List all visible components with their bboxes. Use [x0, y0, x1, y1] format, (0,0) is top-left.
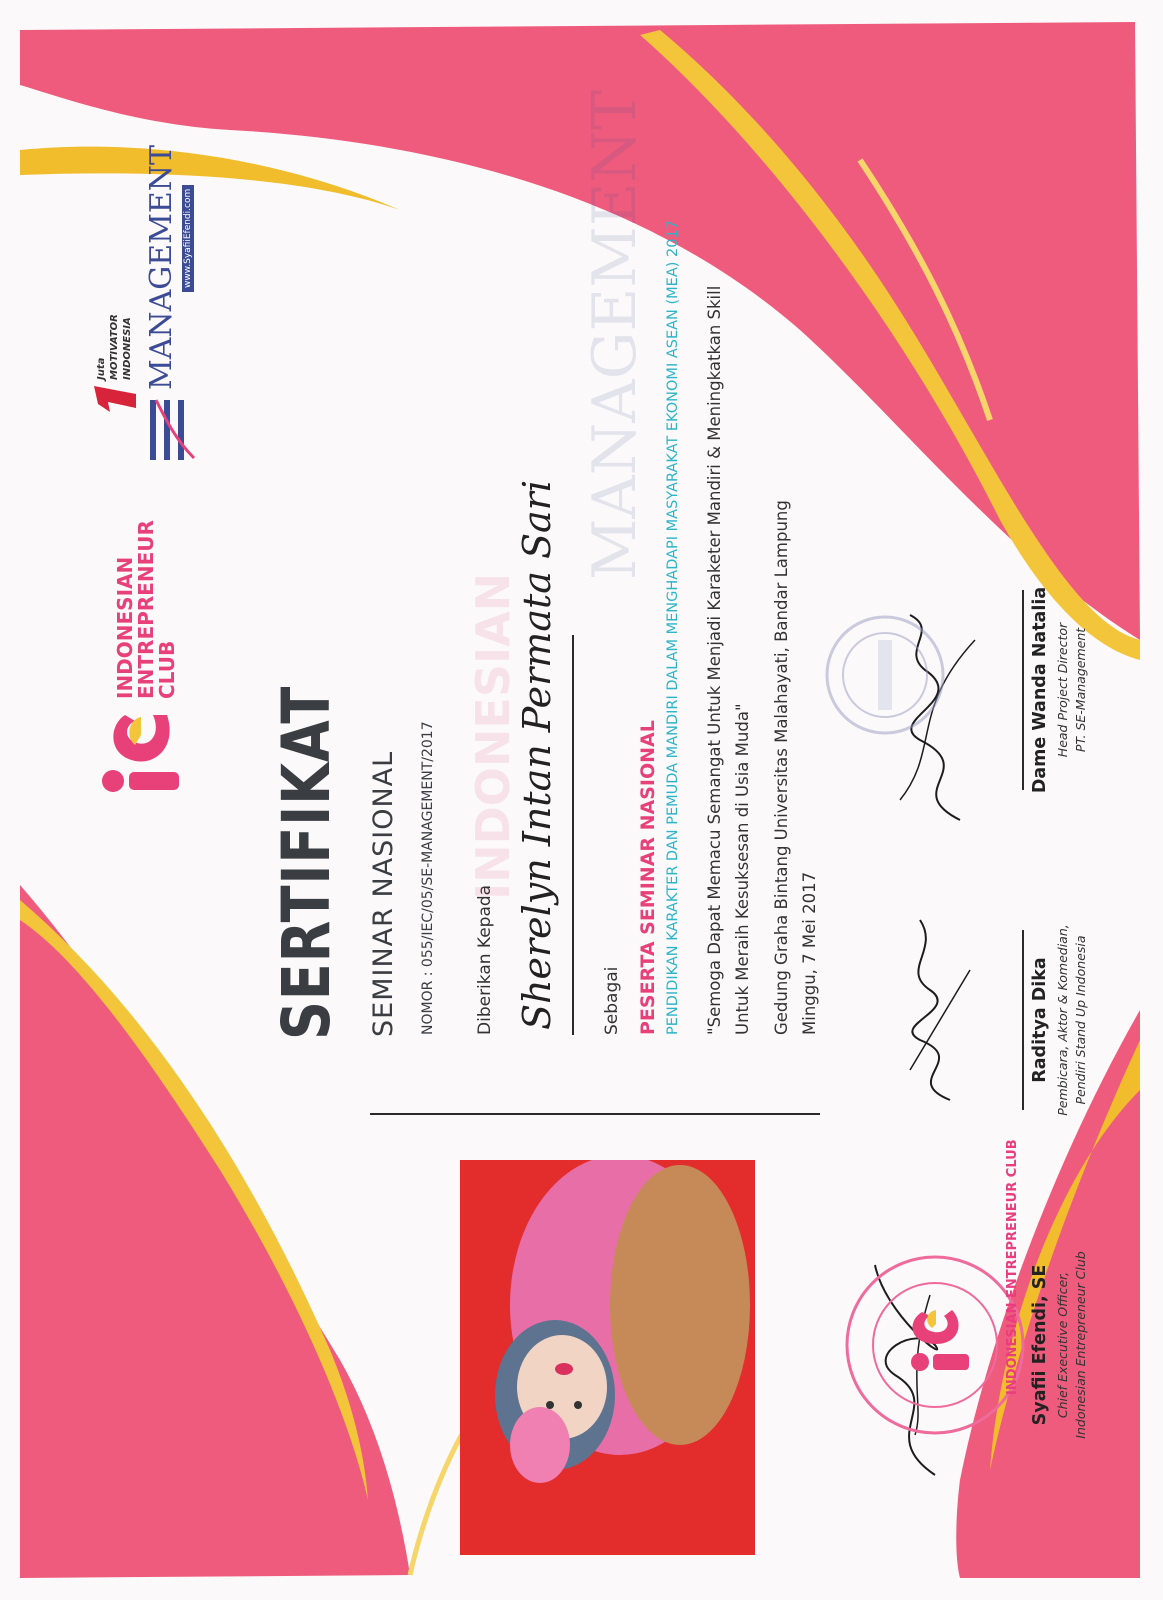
participant-role: PESERTA SEMINAR NASIONAL [637, 720, 659, 1035]
as-label: Sebagai [602, 966, 622, 1035]
motivator-word2: MOTIVATOR [109, 314, 120, 380]
quote-line-2: Untuk Meraih Kesuksesan di Usia Muda" [733, 703, 752, 1035]
content-divider [370, 1113, 820, 1115]
se-management-url: www.SyafiiEfendi.com [182, 185, 194, 292]
signatory-1-title1: Chief Executive Officer, [1055, 1271, 1070, 1419]
signatory-2-title2: Pendiri Stand Up Indonesia [1073, 935, 1088, 1105]
certificate-subtitle: SEMINAR NASIONAL [368, 750, 399, 1037]
watermark: MANAGEMENT INDONESIAN [466, 89, 650, 900]
iec-logo-line3: CLUB [155, 640, 179, 699]
quote-line-1: "Semoga Dapat Memacu Semangat Untuk Menjadi Karaketer Mandiri & Meningkatkan Skill [705, 285, 724, 1035]
certificate-number: NOMOR : 055/IEC/05/SE-MANAGEMENT/2017 [420, 721, 436, 1035]
signatory-1-title2: Indonesian Entrepreneur Club [1073, 1251, 1088, 1439]
signatory-1-name: Syafii Efendi, SE [1030, 1264, 1050, 1426]
recipient-name: Sherelyn Intan Permata Sari [515, 480, 559, 1030]
signatory-3-name: Dame Wanda Natalia [1030, 586, 1050, 794]
se-management-logo [140, 130, 200, 460]
name-underline [572, 635, 574, 1035]
portrait-image [460, 1160, 755, 1555]
iec-logo [95, 520, 185, 795]
venue: Gedung Graha Bintang Universitas Malahayati, Bandar Lampung [772, 500, 791, 1035]
signatory-2-line [1022, 930, 1024, 1110]
given-to-label: Diberikan Kepada [475, 884, 495, 1035]
motivator-word3: INDONESIA [122, 317, 133, 380]
se-management-name: MANAGEMENT [144, 144, 179, 390]
recipient-photo [460, 1160, 755, 1555]
signatory-3-line [1022, 590, 1024, 790]
signatory-3-title1: Head Project Director [1055, 622, 1070, 758]
iec-logo-line1: INDONESIAN [113, 556, 137, 699]
signatory-3-title2: PT. SE-Management [1073, 627, 1088, 753]
iec-emblem-icon [95, 705, 185, 795]
panitia-stamp [820, 610, 950, 740]
motivator-word1: Juta [96, 357, 107, 380]
signatory-2-title1: Pembicara, Aktor & Komedian, [1055, 924, 1070, 1116]
iec-stamp [840, 1250, 1030, 1440]
event-date: Minggu, 7 Mei 2017 [800, 871, 819, 1035]
se-emblem-icon [146, 398, 196, 460]
event-title: PENDIDIKAN KARAKTER DAN PEMUDA MANDIRI DALAM MENGHADAPI MASYARAKAT EKONOMI ASEAN (MEA) 2017 [665, 220, 681, 1035]
iec-logo-line2: ENTREPRENEUR [134, 520, 158, 699]
signatory-2-name: Raditya Dika [1030, 957, 1050, 1083]
signature-raditya [880, 900, 990, 1120]
stamp-text: INDONESIAN ENTREPRENEUR CLUB [1005, 1139, 1020, 1395]
certificate-title: SERTIFIKAT [268, 685, 345, 1040]
